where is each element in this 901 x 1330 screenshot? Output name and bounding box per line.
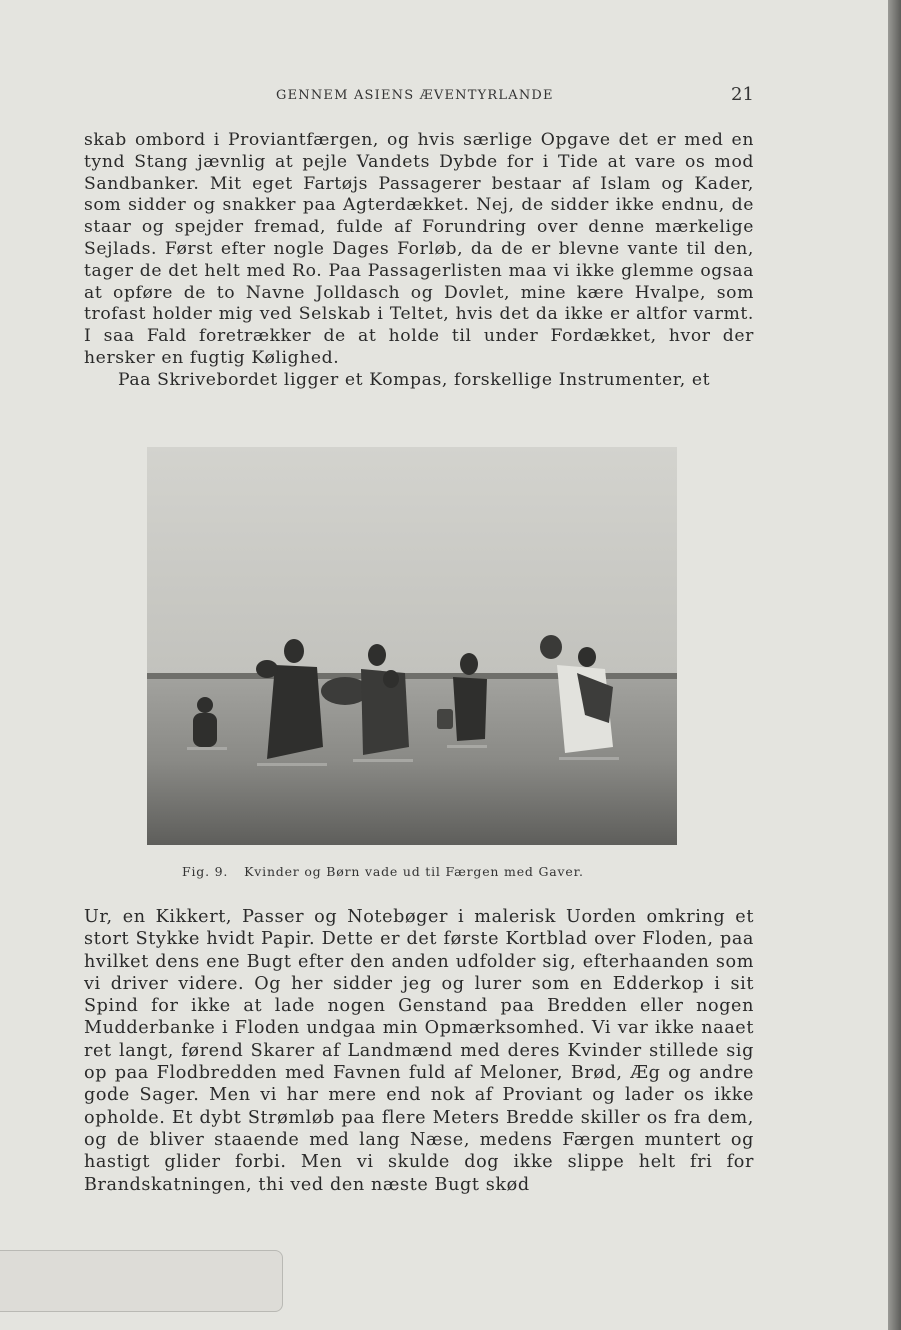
figure-head <box>368 644 386 666</box>
photograph-women-wading <box>147 447 677 845</box>
figure-head <box>460 653 478 675</box>
page-edge-shadow <box>888 0 901 1330</box>
reflection <box>353 759 413 762</box>
reflection <box>257 763 327 766</box>
basket <box>437 709 453 729</box>
page-number: 21 <box>731 84 754 105</box>
reflection <box>559 757 619 760</box>
paragraph: Ur, en Kikkert, Passer og Notebøger i malerisk Uorden omkring et stort Stykke hvidt Papir. Dette er det første Kortblad over Floden, paa hvilket dens ene Bugt efter den anden udfolder sig, efterhaanden som vi driver videre. Og her sidder jeg og lurer som en Edderkop i sit Spind for ikke at lade nogen Genstand paa Bredden eller nogen Mudderbanke i Floden undgaa min Opmærksomhed. Vi var ikke naaet ret langt, førend Skarer af Landmænd med deres Kvinder stillede sig op paa Flodbredden med Favnen fuld af Meloner, Brød, Æg og andre gode Sager. Men vi har mere end nok af Proviant og lader os ikke opholde. Et dybt Strømløb paa flere Meters Bredde skiller os fra dem, og de bliver staaende med lang Næse, medens Færgen muntert og hastigt glider forbi. Men vi skulde dog ikke slippe helt fri for Brandskatningen, thi ved den næste Bugt skød <box>84 907 754 1195</box>
figure-head <box>383 670 399 688</box>
running-title: GENNEM ASIENS ÆVENTYRLANDE <box>276 88 554 103</box>
figure-head <box>284 639 304 663</box>
paragraph: Paa Skrivebordet ligger et Kompas, forskellige Instrumenter, et <box>118 369 711 390</box>
figure-head <box>540 635 562 659</box>
sky <box>147 447 677 677</box>
reflection <box>187 747 227 750</box>
photo-illustration <box>147 447 677 845</box>
paragraph: skab ombord i Proviantfærgen, og hvis særlige Opgave det er med en tynd Stang jævnlig at pejle Vandets Dybde for i Tide at vare os mod Sandbanker. Mit eget Fartøjs Passagerer bestaar af Islam og Kader, som sidder og snakker paa Agterdækket. Nej, de sidder ikke endnu, de staar og spejder fremad, fulde af Forundring over denne mærkelige Sejlads. Først efter nogle Dages Forløb, da de er blevne vante til den, tager de det helt med Ro. Paa Passagerlisten maa vi ikke glemme ogsaa at opføre de to Navne Jolldasch og Dovlet, mine kære Hvalpe, som trofast holder mig ved Selskab i Teltet, hvis det da ikke er altfor varmt. I saa Fald foretrækker de at holde til under Fordækket, hvor der hersker en fugtig Kølighed. <box>84 130 754 368</box>
body-text-bottom <box>84 906 754 1196</box>
figure-body <box>193 713 217 747</box>
figure-head <box>256 660 278 678</box>
figure-head <box>197 697 213 713</box>
figure-body <box>267 665 323 759</box>
figure-body <box>453 677 487 741</box>
figure-caption-text: Kvinder og Børn vade ud til Færgen med Gaver. <box>244 864 584 879</box>
reflection <box>447 745 487 748</box>
library-label-strip <box>0 1250 283 1312</box>
figure-label: Fig. 9. <box>182 864 229 879</box>
figure-head <box>578 647 596 667</box>
figure-caption <box>182 864 584 879</box>
body-text-top <box>84 130 754 392</box>
